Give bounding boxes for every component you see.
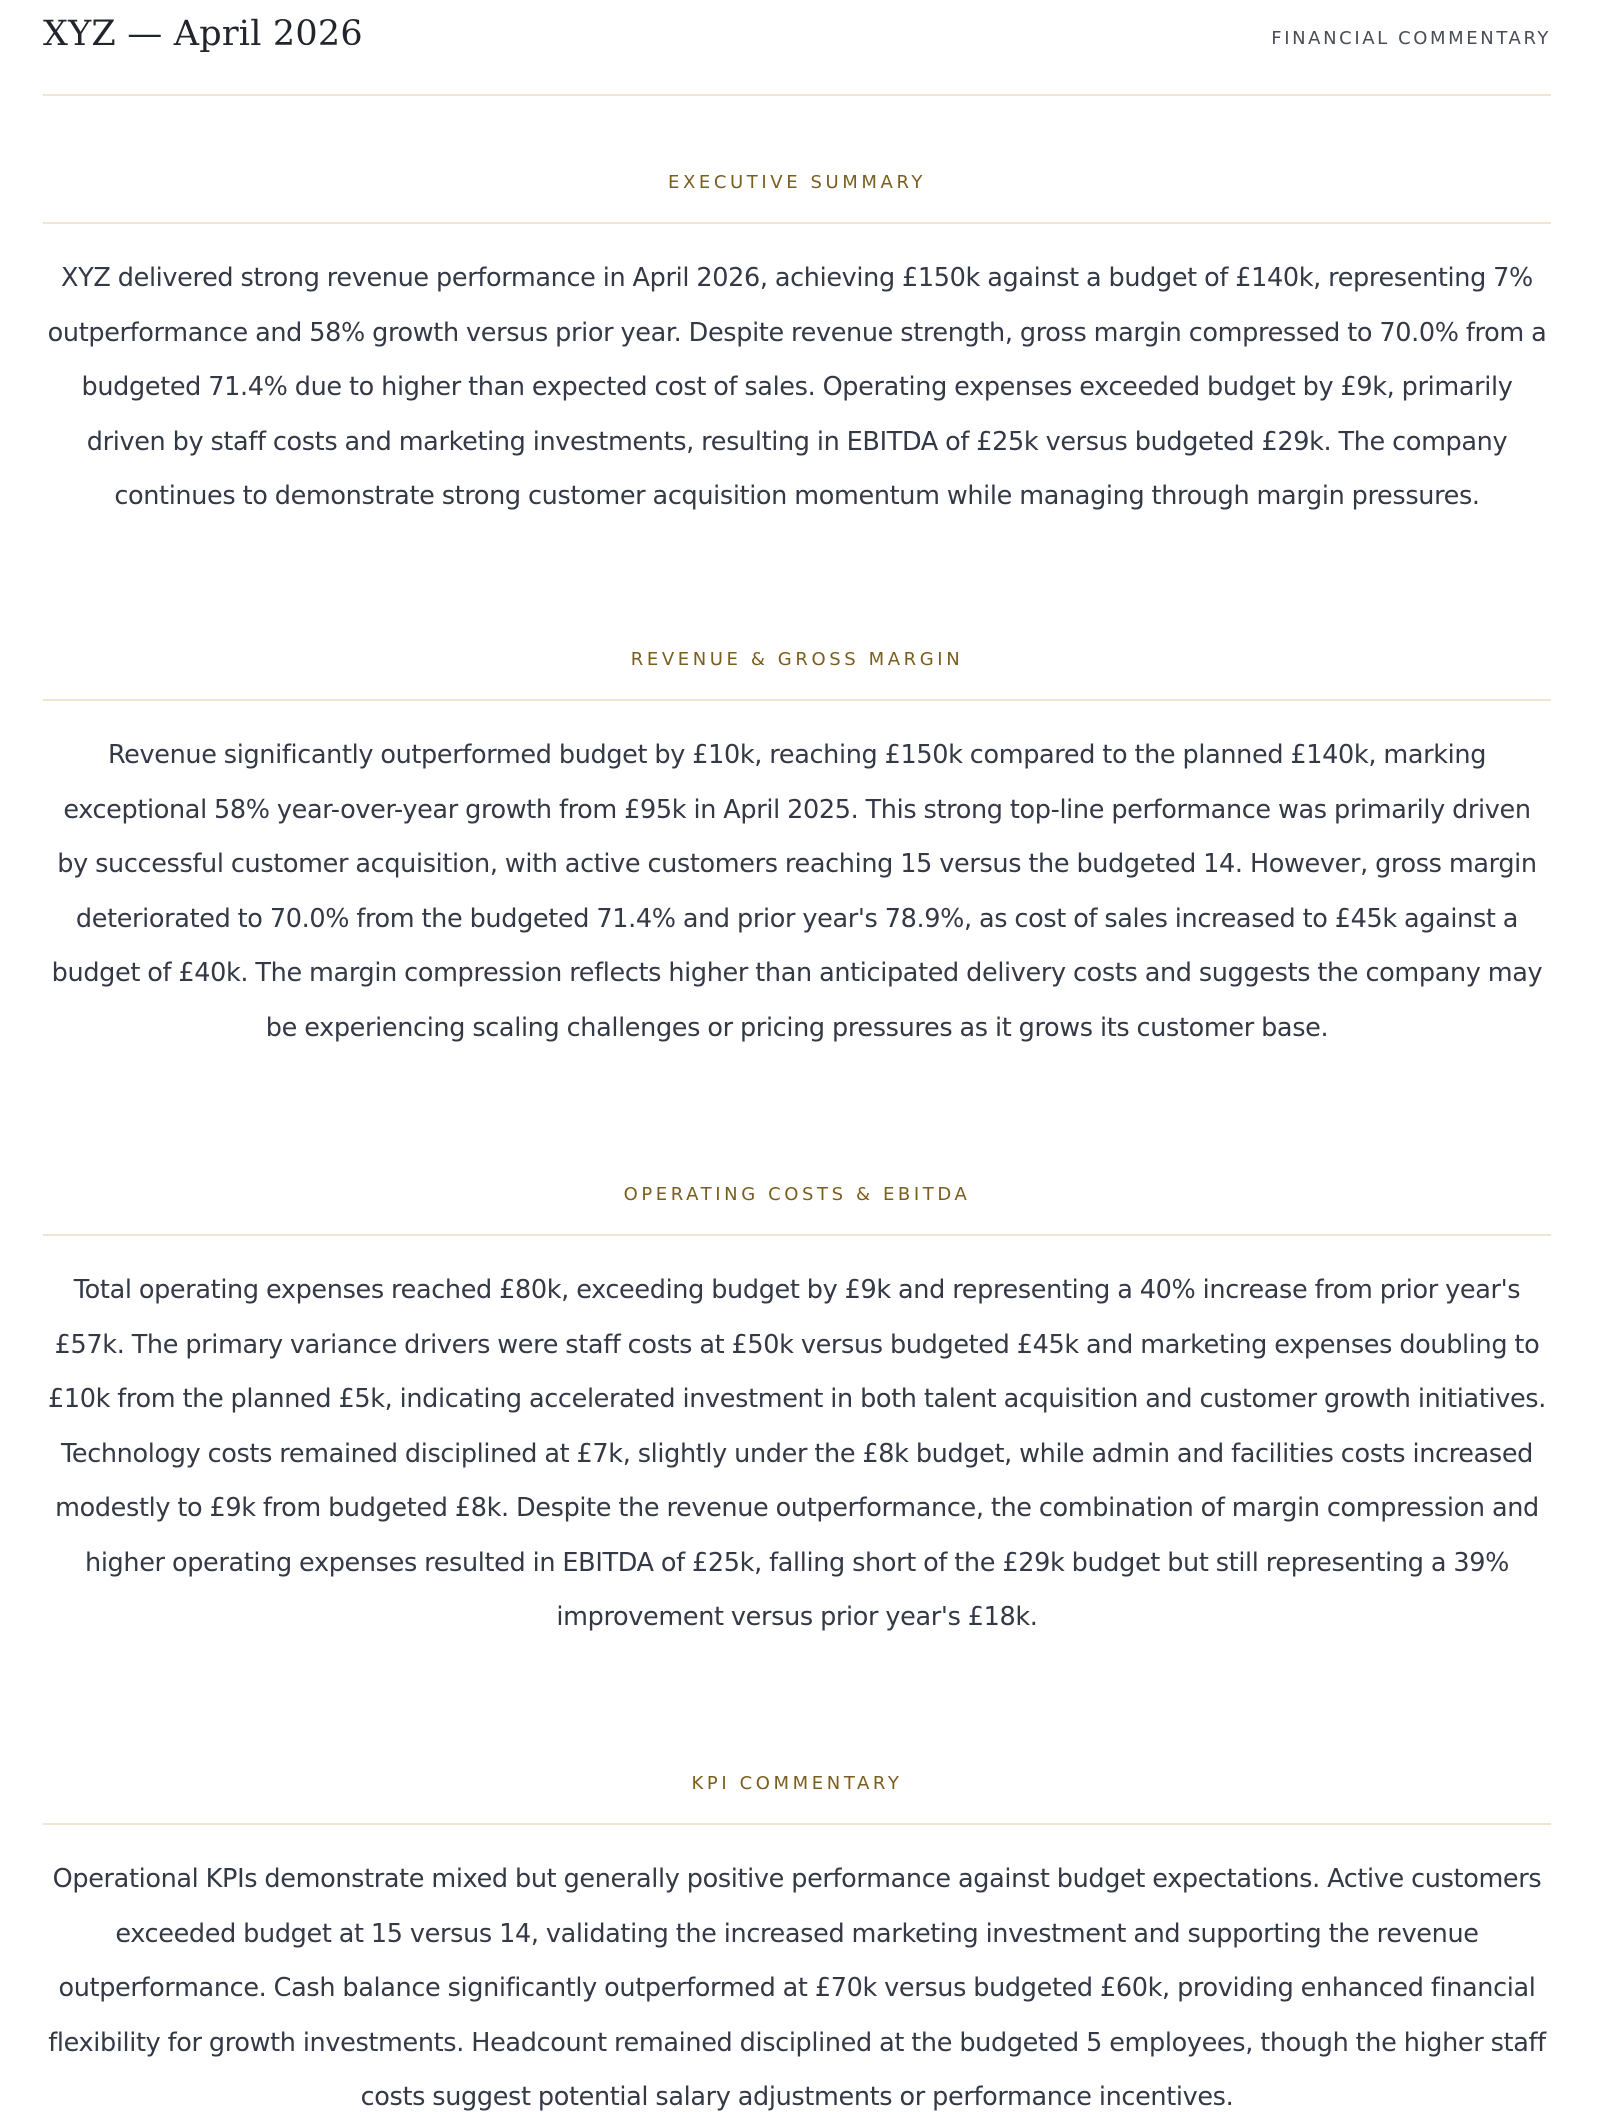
section-heading-row — [43, 607, 1551, 701]
operating-costs-ebitda-section — [43, 1142, 1551, 1731]
commentary-page — [43, 0, 1551, 2125]
executive-summary-section — [43, 96, 1551, 607]
section-body: Revenue significantly outperformed budget by £10k, reaching £150k compared to the planned £140k, marking exceptional 58% year-over-year growth from £95k in April 2025. This strong top-line performance was primarily driven by successful customer acquisition, with active customers reaching 15 versus the budgeted 14. However, gross margin deteriorated to 70.0% from the budgeted 71.4% and prior year's 78.9%, as cost of sales increased to £45k against a budget of £40k. The margin compression reflects higher than anticipated delivery costs and suggests the company may be experiencing scaling challenges or pricing pressures as it grows its customer base. — [51, 740, 1543, 1043]
report-title: XYZ — April 2026 — [43, 14, 363, 54]
section-heading-row — [43, 96, 1551, 224]
report-header — [43, 0, 1551, 96]
section-title: REVENUE & GROSS MARGIN — [630, 649, 964, 670]
section-title: OPERATING COSTS & EBITDA — [623, 1184, 971, 1205]
kpi-commentary-section — [43, 1731, 1551, 2125]
section-body: Operational KPIs demonstrate mixed but generally positive performance against budget expectations. Active customers exceeded budget at 15 versus 14, validating the increased marketing investment and supporting the revenue outperformance. Cash balance significantly outperformed at £70k versus budgeted £60k, providing enhanced financial flexibility for growth investments. Headcount remained disciplined at the budgeted 5 employees, though the higher staff costs suggest potential salary adjustments or performance incentives. — [48, 1864, 1546, 2112]
section-heading-row — [43, 1731, 1551, 1825]
section-body: XYZ delivered strong revenue performance in April 2026, achieving £150k against a budget of £140k, representing 7% outperformance and 58% growth versus prior year. Despite revenue strength, gross margin compressed to 70.0% from a budgeted 71.4% due to higher than expected cost of sales. Operating expenses exceeded budget by £9k, primarily driven by staff costs and marketing investments, resulting in EBITDA of £25k versus budgeted £29k. The company continues to demonstrate strong customer acquisition momentum while managing through margin pressures. — [47, 263, 1547, 511]
report-type-label: FINANCIAL COMMENTARY — [1271, 28, 1551, 49]
section-body: Total operating expenses reached £80k, exceeding budget by £9k and representing a 40% increase from prior year's £57k. The primary variance drivers were staff costs at £50k versus budgeted £45k and marketing expenses doubling to £10k from the planned £5k, indicating accelerated investment in both talent acquisition and customer growth initiatives. Technology costs remained disciplined at £7k, slightly under the £8k budget, while admin and facilities costs increased modestly to £9k from budgeted £8k. Despite the revenue outperformance, the combination of margin compression and higher operating expenses resulted in EBITDA of £25k, falling short of the £29k budget but still representing a 39% improvement versus prior year's £18k. — [48, 1275, 1546, 1632]
revenue-gross-margin-section — [43, 607, 1551, 1142]
section-title: KPI COMMENTARY — [691, 1773, 903, 1794]
section-heading-row — [43, 1142, 1551, 1236]
section-title: EXECUTIVE SUMMARY — [667, 172, 927, 193]
